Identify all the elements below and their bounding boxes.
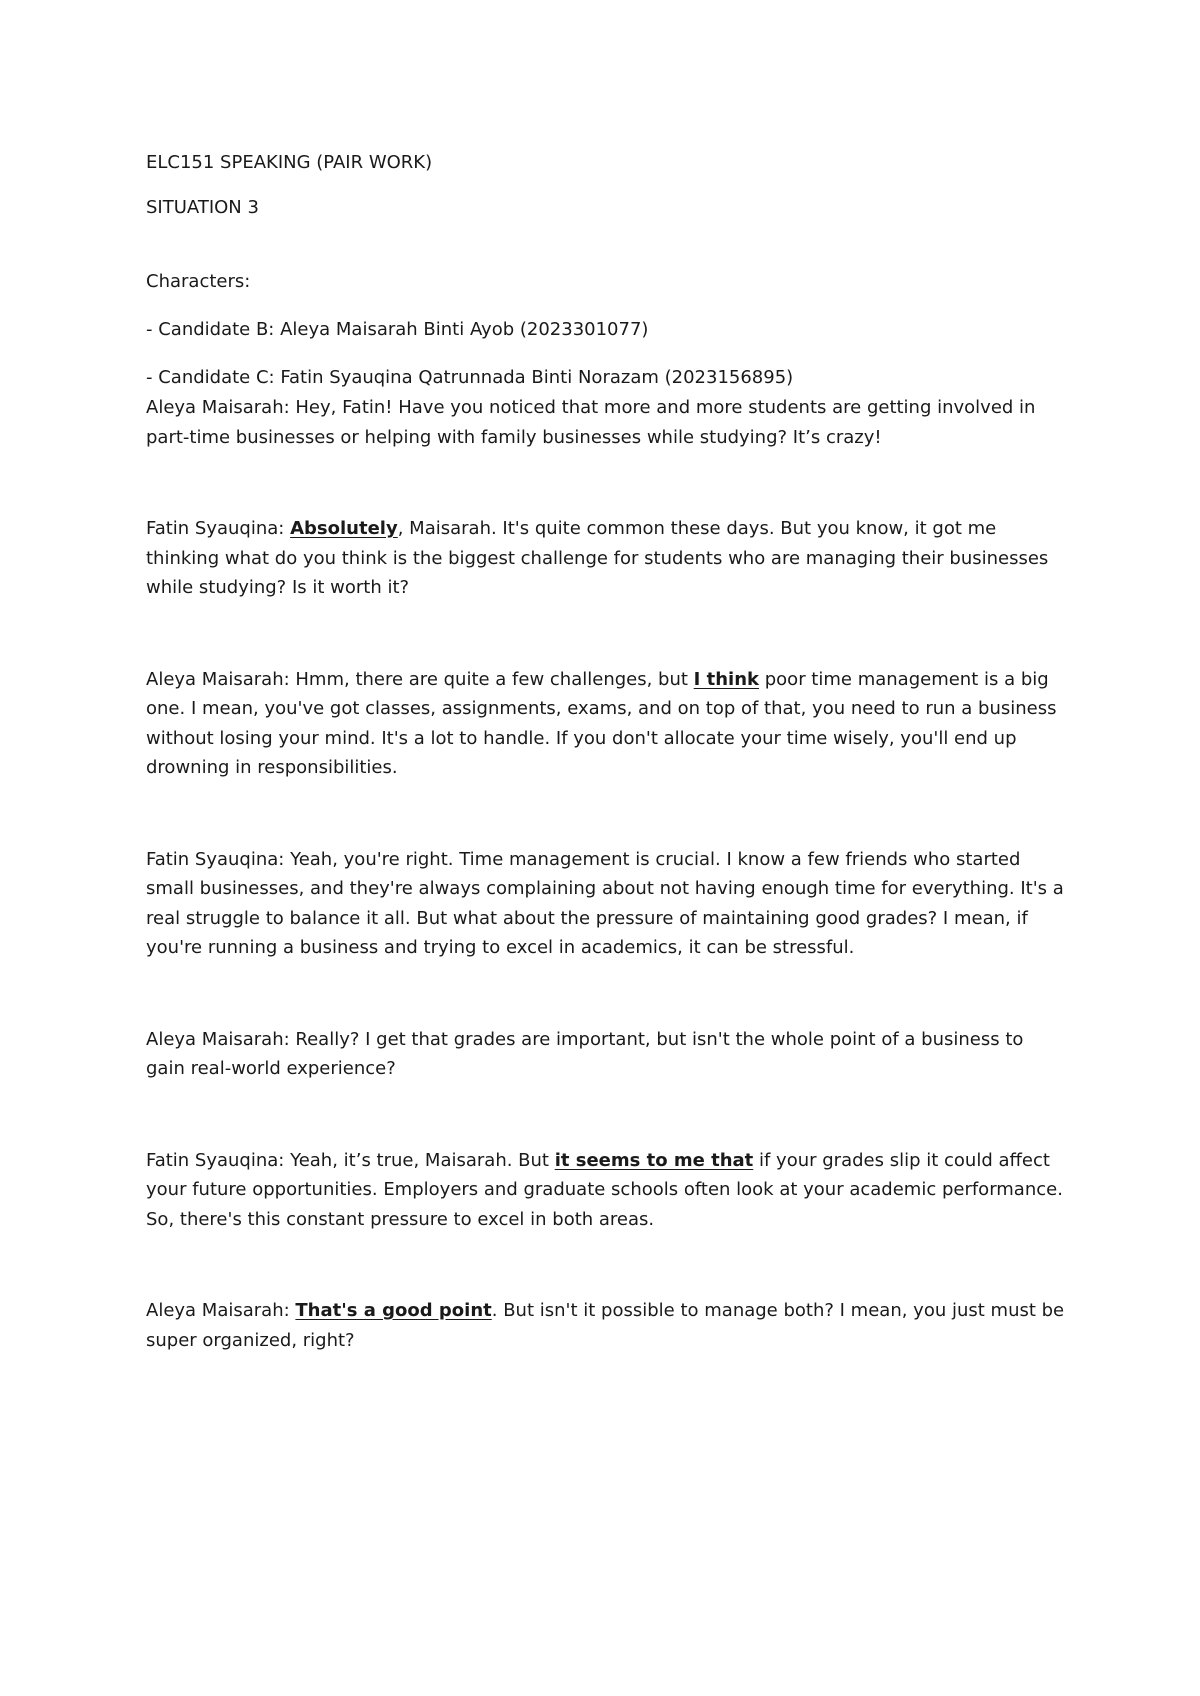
dialogue-line xyxy=(146,845,1066,963)
dialogue-text: Hey, Fatin! Have you noticed that more and more students are getting involved in part-time businesses or helping with family businesses while studying? It’s crazy! xyxy=(146,397,1036,448)
highlighted-phrase: Absolutely xyxy=(290,518,398,539)
character-c: - Candidate C: Fatin Syauqina Qatrunnada Binti Norazam (2023156895) xyxy=(146,367,794,388)
dialogue-text: poor time management is a big one. I mean, you've got classes, assignments, exams, and on top of that, you need to run a business without losing your mind. It's a lot to handle. If you don't allocate your time wisely, you'll end up drowning in responsibilities. xyxy=(146,668,1057,778)
dialogue-text: Yeah, it’s true, Maisarah. But xyxy=(284,1149,555,1171)
dialogue-line xyxy=(146,665,1066,783)
highlighted-phrase: I think xyxy=(693,668,760,690)
speaker-name: Aleya Maisarah: xyxy=(146,668,290,690)
highlighted-phrase: That's a good point xyxy=(295,1300,492,1321)
dialogue-line xyxy=(146,514,1066,603)
dialogue-text: . But isn't it possible to manage both? I mean, you just must be super organized, right? xyxy=(146,1300,1065,1351)
dialogue-line xyxy=(146,1146,1066,1235)
speaker-name: Aleya Maisarah: xyxy=(146,1028,290,1050)
dialogue-line xyxy=(146,393,1066,452)
speaker-name: Fatin Syauqina: xyxy=(146,1149,285,1171)
dialogue-text: Yeah, you're right. Time management is crucial. I know a few friends who started small businesses, and they're always complaining about not having enough time for everything. It's a real struggle to balance it all. But what about the pressure of maintaining good grades? I mean, if you're running a business and trying to excel in academics, it can be stressful. xyxy=(146,848,1064,958)
speaker-name: Fatin Syauqina: xyxy=(146,848,285,870)
dialogue-line xyxy=(146,1296,1066,1355)
situation-label: SITUATION 3 xyxy=(146,197,259,218)
dialogue-line xyxy=(146,1025,1066,1084)
highlighted-phrase: it seems to me that xyxy=(554,1149,754,1171)
speaker-name: Aleya Maisarah: xyxy=(146,1300,290,1321)
speaker-name: Fatin Syauqina: xyxy=(146,518,285,539)
dialogue-text: , Maisarah. It's quite common these days. But you know, it got me thinking what do you think is the biggest challenge for students who are managing their businesses while studying? Is it worth it? xyxy=(146,518,1049,598)
dialogue-text: if your grades slip it could affect your future opportunities. Employers and graduate schools often look at your academic performance. So, there's this constant pressure to excel in both areas. xyxy=(146,1149,1063,1230)
dialogue-text: Really? I get that grades are important, but isn't the whole point of a business to gain real-world experience? xyxy=(146,1028,1024,1079)
speaker-name: Aleya Maisarah: xyxy=(146,397,290,418)
characters-label: Characters: xyxy=(146,271,251,292)
document-body xyxy=(146,148,1066,1355)
document-heading: ELC151 SPEAKING (PAIR WORK) xyxy=(146,152,433,173)
character-b: - Candidate B: Aleya Maisarah Binti Ayob (2023301077) xyxy=(146,319,649,340)
dialogue-text: Hmm, there are quite a few challenges, but xyxy=(289,668,694,690)
